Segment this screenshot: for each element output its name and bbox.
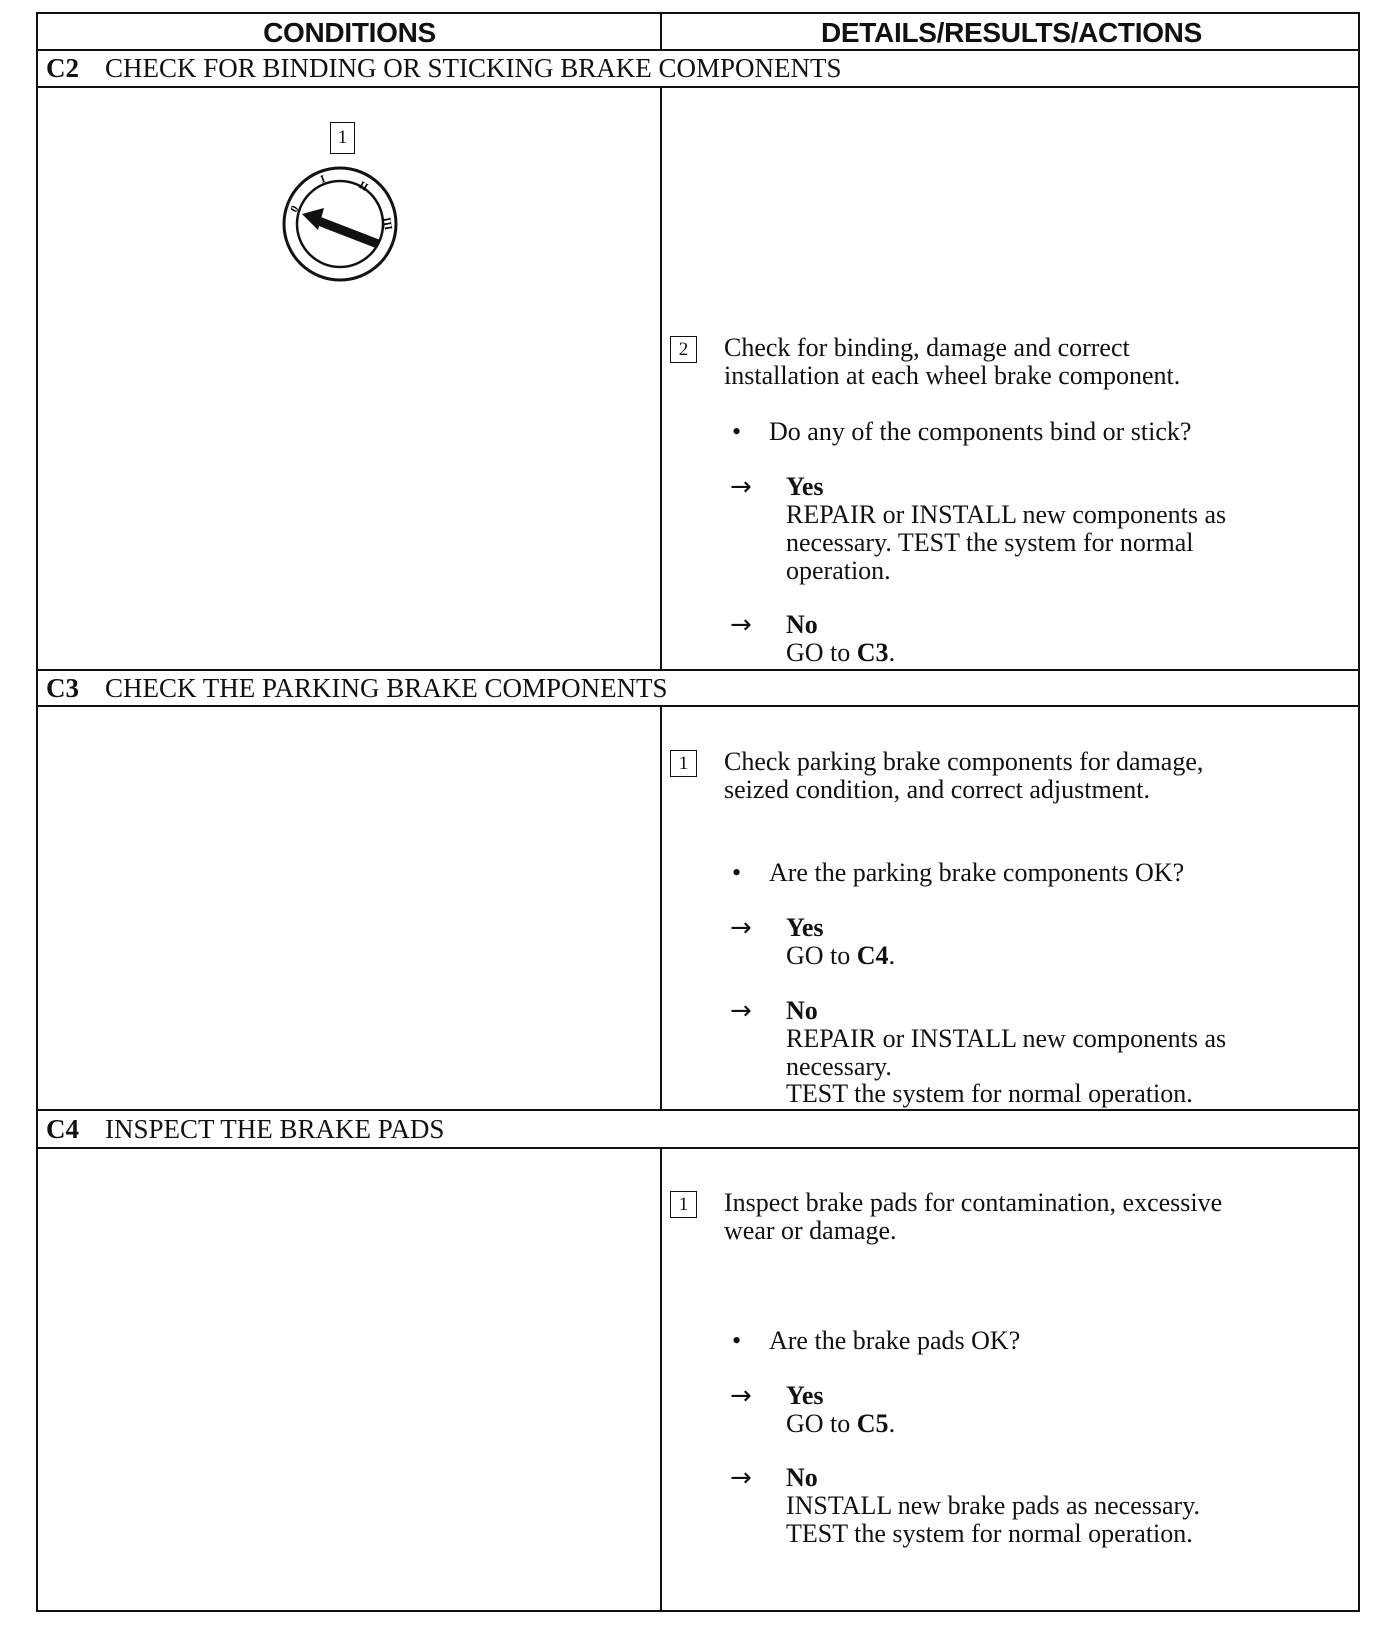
step-text-line: wear or damage. — [724, 1216, 897, 1245]
column-divider — [660, 1147, 662, 1612]
arrow-right-icon: → — [730, 472, 752, 502]
switch-mark-2: II — [356, 179, 370, 194]
column-divider — [660, 86, 662, 670]
question-text: Are the brake pads OK? — [769, 1326, 1021, 1355]
go-to-text: GO to — [786, 638, 857, 667]
step-text-line: Check for binding, damage and correct — [724, 333, 1130, 362]
period: . — [888, 941, 896, 970]
no-text-line: TEST the system for normal operation. — [786, 1519, 1193, 1548]
yes-label: Yes — [786, 1381, 824, 1410]
arrow-right-icon: → — [730, 1381, 752, 1411]
no-answer — [786, 611, 818, 639]
section-title: INSPECT THE BRAKE PADS — [105, 1113, 445, 1144]
arrow-right-icon: → — [730, 996, 752, 1026]
arrow-right-icon: → — [730, 1463, 752, 1493]
question-text: Do any of the components bind or stick? — [769, 417, 1192, 446]
period: . — [888, 638, 896, 667]
no-text-line — [786, 639, 895, 667]
switch-mark-1: I — [318, 173, 328, 186]
switch-mark-0: 0 — [288, 203, 302, 215]
no-answer — [786, 1464, 818, 1492]
yes-answer — [786, 914, 824, 942]
period: . — [888, 1409, 896, 1438]
step-text-line: Check parking brake components for damage, — [724, 747, 1204, 776]
section-divider — [38, 705, 1358, 707]
section-code: C2 — [46, 52, 79, 83]
yes-text-line — [786, 1410, 895, 1438]
step-number: 2 — [670, 336, 697, 363]
bullet-icon: • — [732, 858, 742, 887]
step-reference: C4 — [856, 941, 889, 970]
no-label: No — [786, 1463, 818, 1492]
no-text-line: TEST the system for normal operation. — [786, 1079, 1193, 1108]
yes-answer — [786, 1382, 824, 1410]
bullet-icon: • — [732, 1326, 742, 1355]
section-title-c2 — [46, 50, 842, 86]
question-text: Are the parking brake components OK? — [769, 858, 1185, 887]
step-text-line: installation at each wheel brake component. — [724, 361, 1181, 390]
figure-step-number: 1 — [330, 122, 355, 154]
section-title: CHECK THE PARKING BRAKE COMPONENTS — [105, 672, 668, 703]
section-divider — [38, 1147, 1358, 1149]
step-reference: C3 — [856, 638, 889, 667]
yes-answer — [786, 473, 824, 501]
details-header: DETAILS/RESULTS/ACTIONS — [821, 16, 1202, 48]
section-code: C4 — [46, 1113, 79, 1144]
yes-text-line — [786, 942, 895, 970]
no-label: No — [786, 996, 818, 1025]
yes-text-line: necessary. TEST the system for normal — [786, 528, 1194, 557]
no-text-line: REPAIR or INSTALL new components as — [786, 1024, 1227, 1053]
go-to-text: GO to — [786, 941, 857, 970]
ignition-switch-icon — [282, 166, 398, 282]
diagnostic-table — [36, 12, 1360, 1612]
arrow-right-icon: → — [730, 610, 752, 640]
step-text-line: seized condition, and correct adjustment. — [724, 775, 1150, 804]
step-number: 1 — [670, 750, 697, 777]
yes-label: Yes — [786, 472, 824, 501]
step-text-line: Inspect brake pads for contamination, excessive — [724, 1188, 1223, 1217]
no-text-line: INSTALL new brake pads as necessary. — [786, 1491, 1201, 1520]
yes-text-line: operation. — [786, 556, 891, 585]
section-title-c4 — [46, 1111, 444, 1147]
yes-text-line: REPAIR or INSTALL new components as — [786, 500, 1227, 529]
step-reference: C5 — [856, 1409, 889, 1438]
column-divider — [660, 14, 662, 51]
no-answer — [786, 997, 818, 1025]
section-code: C3 — [46, 672, 79, 703]
no-label: No — [786, 610, 818, 639]
column-divider — [660, 705, 662, 1110]
step-number: 1 — [670, 1191, 697, 1218]
section-title: CHECK FOR BINDING OR STICKING BRAKE COMPONENTS — [105, 52, 842, 83]
bullet-icon: • — [732, 417, 742, 446]
section-divider — [38, 86, 1358, 88]
arrow-right-icon: → — [730, 913, 752, 943]
go-to-text: GO to — [786, 1409, 857, 1438]
yes-label: Yes — [786, 913, 824, 942]
conditions-header: CONDITIONS — [263, 16, 436, 48]
no-text-line: necessary. — [786, 1052, 892, 1081]
section-title-c3 — [46, 670, 668, 706]
switch-mark-3: III — [380, 216, 395, 232]
